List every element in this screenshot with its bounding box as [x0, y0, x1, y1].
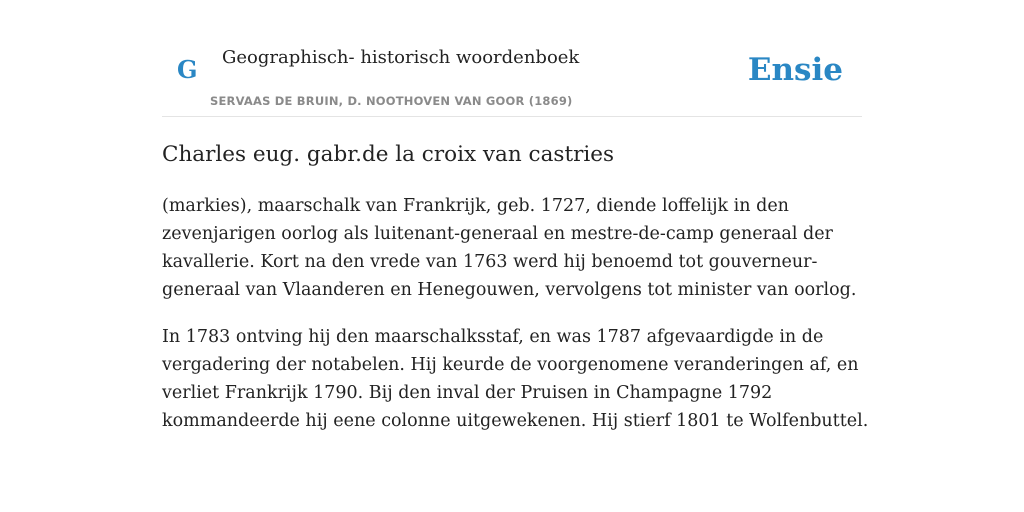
entry-title: Charles eug. gabr.de la croix van castries: [162, 142, 614, 167]
dictionary-title[interactable]: Geographisch- historisch woordenboek: [222, 47, 580, 68]
dictionary-header: [162, 0, 862, 117]
dictionary-logo-letter[interactable]: G: [177, 55, 198, 84]
entry-paragraph: In 1783 ontving hij den maarschalksstaf, en was 1787 afgevaardigde in de vergadering der notabelen. Hij keurde de voorgenomene veranderingen af, en verliet Frankrijk 1790. Bij den inval der Pruisen in Champagne 1792 kommandeerde hij eene colonne uitgewekenen. Hij stierf 1801 te Wolfenbuttel.: [162, 327, 869, 431]
ensie-logo-link[interactable]: Ensie: [747, 52, 843, 88]
entry-paragraph: (markies), maarschalk van Frankrijk, geb. 1727, diende loffelijk in den zevenjarigen oorlog als luitenant-generaal en mestre-de-camp generaal der kavallerie. Kort na den vrede van 1763 werd hij benoemd tot gouverneur-generaal van Vlaanderen en Henegouwen, vervolgens tot minister van oorlog.: [162, 196, 857, 300]
entry-body: [162, 192, 874, 454]
dictionary-authors: SERVAAS DE BRUIN, D. NOOTHOVEN VAN GOOR (1869): [210, 94, 573, 108]
